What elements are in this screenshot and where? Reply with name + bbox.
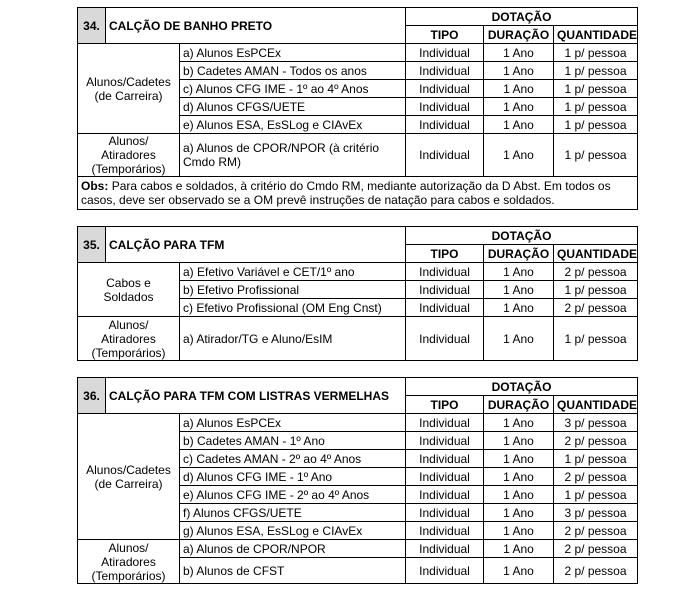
item-label: e) Alunos ESA, EsSLog e CIAvEx (180, 116, 406, 134)
quantidade-cell: 2 p/ pessoa (554, 522, 638, 540)
tipo-cell: Individual (406, 317, 484, 361)
group-label: Alunos/ Atiradores (Temporários) (78, 317, 180, 361)
item-label: b) Efetivo Profissional (180, 281, 406, 299)
section-title: CALÇÃO PARA TFM COM LISTRAS VERMELHAS (106, 378, 406, 414)
duracao-cell: 1 Ano (484, 504, 554, 522)
item-label: c) Cadetes AMAN - 2º ao 4º Anos (180, 450, 406, 468)
duracao-cell: 1 Ano (484, 263, 554, 281)
dotacao-header: DOTAÇÃO (406, 227, 638, 245)
duracao-cell: 1 Ano (484, 486, 554, 504)
quantidade-cell: 1 p/ pessoa (554, 62, 638, 80)
item-label: a) Alunos de CPOR/NPOR (180, 540, 406, 558)
quantidade-cell: 1 p/ pessoa (554, 450, 638, 468)
duracao-cell: 1 Ano (484, 281, 554, 299)
quantidade-cell: 1 p/ pessoa (554, 80, 638, 98)
duracao-cell: 1 Ano (484, 414, 554, 432)
quantidade-header: QUANTIDADE (554, 26, 638, 44)
section-34-table (77, 7, 638, 210)
duracao-cell: 1 Ano (484, 522, 554, 540)
item-label: a) Efetivo Variável e CET/1º ano (180, 263, 406, 281)
item-label: c) Alunos CFG IME - 1º ao 4º Anos (180, 80, 406, 98)
item-label: f) Alunos CFGS/UETE (180, 504, 406, 522)
quantidade-cell: 1 p/ pessoa (554, 281, 638, 299)
item-label: b) Alunos de CFST (180, 558, 406, 584)
item-label: a) Alunos EsPCEx (180, 44, 406, 62)
tipo-cell: Individual (406, 504, 484, 522)
tipo-cell: Individual (406, 486, 484, 504)
duracao-header: DURAÇÃO (484, 26, 554, 44)
item-label: e) Alunos CFG IME - 2º ao 4º Anos (180, 486, 406, 504)
quantidade-cell: 3 p/ pessoa (554, 414, 638, 432)
duracao-cell: 1 Ano (484, 540, 554, 558)
section-number: 35. (78, 227, 106, 263)
quantidade-cell: 2 p/ pessoa (554, 468, 638, 486)
tipo-cell: Individual (406, 263, 484, 281)
duracao-header: DURAÇÃO (484, 396, 554, 414)
item-label: d) Alunos CFG IME - 1º Ano (180, 468, 406, 486)
document (77, 0, 637, 584)
tipo-cell: Individual (406, 116, 484, 134)
quantidade-cell: 1 p/ pessoa (554, 44, 638, 62)
dotacao-header: DOTAÇÃO (406, 8, 638, 26)
duracao-header: DURAÇÃO (484, 245, 554, 263)
duracao-cell: 1 Ano (484, 450, 554, 468)
duracao-cell: 1 Ano (484, 62, 554, 80)
duracao-cell: 1 Ano (484, 134, 554, 177)
item-label: c) Efetivo Profissional (OM Eng Cnst) (180, 299, 406, 317)
tipo-cell: Individual (406, 522, 484, 540)
tipo-cell: Individual (406, 558, 484, 584)
tipo-cell: Individual (406, 98, 484, 116)
section-35-table (77, 226, 638, 361)
group-label: Alunos/ Atiradores (Temporários) (78, 540, 180, 584)
quantidade-cell: 1 p/ pessoa (554, 116, 638, 134)
quantidade-cell: 1 p/ pessoa (554, 134, 638, 177)
tipo-cell: Individual (406, 281, 484, 299)
duracao-cell: 1 Ano (484, 80, 554, 98)
duracao-cell: 1 Ano (484, 116, 554, 134)
tipo-cell: Individual (406, 80, 484, 98)
tipo-cell: Individual (406, 450, 484, 468)
duracao-cell: 1 Ano (484, 44, 554, 62)
quantidade-cell: 1 p/ pessoa (554, 317, 638, 361)
section-number: 34. (78, 8, 106, 44)
tipo-cell: Individual (406, 62, 484, 80)
item-label: a) Atirador/TG e Aluno/EsIM (180, 317, 406, 361)
section-36-table (77, 377, 638, 584)
item-label: b) Cadetes AMAN - 1º Ano (180, 432, 406, 450)
section-title: CALÇÃO PARA TFM (106, 227, 406, 263)
item-label: b) Cadetes AMAN - Todos os anos (180, 62, 406, 80)
dotacao-header: DOTAÇÃO (406, 378, 638, 396)
obs-label: Obs: (81, 179, 109, 193)
quantidade-cell: 3 p/ pessoa (554, 504, 638, 522)
duracao-cell: 1 Ano (484, 468, 554, 486)
tipo-header: TIPO (406, 245, 484, 263)
section-number: 36. (78, 378, 106, 414)
item-label: d) Alunos CFGS/UETE (180, 98, 406, 116)
section-title: CALÇÃO DE BANHO PRETO (106, 8, 406, 44)
obs-text: Para cabos e soldados, à critério do Cmdo RM, mediante autorização da D Abst. Em todos os casos, deve ser observado se a OM prevê instruções de natação para cabos e soldados. (81, 179, 611, 207)
duracao-cell: 1 Ano (484, 558, 554, 584)
group-label: Alunos/ Atiradores (Temporários) (78, 134, 180, 177)
tipo-cell: Individual (406, 540, 484, 558)
tipo-cell: Individual (406, 134, 484, 177)
duracao-cell: 1 Ano (484, 98, 554, 116)
tipo-header: TIPO (406, 396, 484, 414)
tipo-header: TIPO (406, 26, 484, 44)
tipo-cell: Individual (406, 468, 484, 486)
duracao-cell: 1 Ano (484, 317, 554, 361)
item-label: a) Alunos de CPOR/NPOR (à critério Cmdo RM) (180, 134, 406, 177)
obs-note (78, 177, 638, 210)
item-label: g) Alunos ESA, EsSLog e CIAvEx (180, 522, 406, 540)
quantidade-cell: 1 p/ pessoa (554, 486, 638, 504)
item-label: a) Alunos EsPCEx (180, 414, 406, 432)
quantidade-cell: 2 p/ pessoa (554, 299, 638, 317)
duracao-cell: 1 Ano (484, 432, 554, 450)
tipo-cell: Individual (406, 414, 484, 432)
quantidade-header: QUANTIDADE (554, 245, 638, 263)
quantidade-cell: 2 p/ pessoa (554, 540, 638, 558)
group-label: Cabos e Soldados (78, 263, 180, 317)
group-label: Alunos/Cadetes (de Carreira) (78, 44, 180, 134)
quantidade-header: QUANTIDADE (554, 396, 638, 414)
quantidade-cell: 2 p/ pessoa (554, 558, 638, 584)
tipo-cell: Individual (406, 44, 484, 62)
tipo-cell: Individual (406, 299, 484, 317)
quantidade-cell: 2 p/ pessoa (554, 263, 638, 281)
quantidade-cell: 2 p/ pessoa (554, 432, 638, 450)
group-label: Alunos/Cadetes (de Carreira) (78, 414, 180, 540)
tipo-cell: Individual (406, 432, 484, 450)
quantidade-cell: 1 p/ pessoa (554, 98, 638, 116)
duracao-cell: 1 Ano (484, 299, 554, 317)
